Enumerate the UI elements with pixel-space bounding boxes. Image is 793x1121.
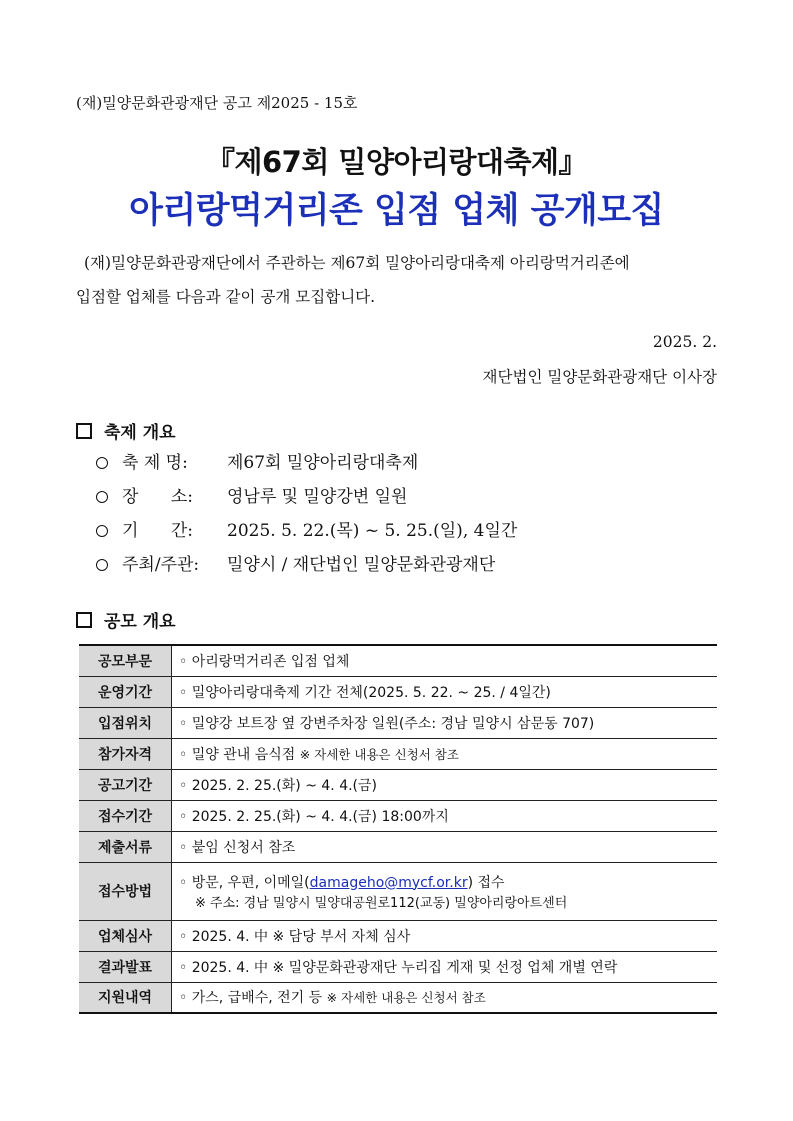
table-row bbox=[79, 707, 717, 738]
list-item bbox=[96, 548, 517, 582]
row-value: ◦ 붙임 신청서 참조 bbox=[172, 831, 718, 862]
item-value: 제67회 밀양아리랑대축제 bbox=[227, 453, 419, 473]
festival-section-heading bbox=[76, 418, 176, 443]
festival-overview-list bbox=[96, 446, 517, 582]
row-value-text: ◦ 가스, 급배수, 전기 등 bbox=[179, 990, 327, 1007]
row-value: ◦ 밀양강 보트장 옆 강변주차장 일원(주소: 경남 밀양시 삼문동 707) bbox=[172, 707, 718, 738]
row-value bbox=[172, 738, 718, 769]
row-header: 참가자격 bbox=[79, 738, 172, 769]
circle-bullet-icon bbox=[96, 559, 108, 571]
intro-line-1: (재)밀양문화관광재단에서 주관하는 제67회 밀양아리랑대축제 아리랑먹거리존에 bbox=[84, 254, 630, 272]
row-header: 공고기간 bbox=[79, 769, 172, 800]
row-header: 지원내역 bbox=[79, 982, 172, 1013]
table-row bbox=[79, 862, 717, 920]
table-row bbox=[79, 982, 717, 1013]
row-value-text-end: ) 접수 bbox=[467, 874, 505, 891]
recruitment-table bbox=[79, 644, 717, 1014]
row-header: 입점위치 bbox=[79, 707, 172, 738]
row-header: 결과발표 bbox=[79, 951, 172, 982]
circle-bullet-icon bbox=[96, 457, 108, 469]
list-item bbox=[96, 514, 517, 548]
row-header: 접수기간 bbox=[79, 800, 172, 831]
row-value: ◦ 2025. 2. 25.(화) ~ 4. 4.(금) 18:00까지 bbox=[172, 800, 718, 831]
row-value-text: ◦ 밀양 관내 음식점 bbox=[179, 746, 300, 763]
email-link[interactable]: damageho@mycf.or.kr bbox=[309, 874, 468, 891]
row-value-text: ◦ 방문, 우편, 이메일( bbox=[179, 874, 310, 891]
table-row bbox=[79, 920, 717, 951]
row-value: ◦ 2025. 2. 25.(화) ~ 4. 4.(금) bbox=[172, 769, 718, 800]
intro-line-2: 입점할 업체를 다음과 같이 공개 모집합니다. bbox=[76, 288, 376, 306]
festival-title: 『제67회 밀양아리랑대축제』 bbox=[205, 145, 588, 179]
table-row bbox=[79, 738, 717, 769]
issuing-organization: 재단법인 밀양문화관광재단 이사장 bbox=[482, 368, 717, 386]
row-note: ※ 자세한 내용은 신청서 참조 bbox=[299, 746, 459, 762]
row-header: 제출서류 bbox=[79, 831, 172, 862]
row-value: ◦ 아리랑먹거리존 입점 업체 bbox=[172, 645, 718, 676]
item-label: 축 제 명: bbox=[122, 453, 188, 473]
row-header: 공모부문 bbox=[79, 645, 172, 676]
recruit-section-title: 공모 개요 bbox=[104, 612, 176, 632]
table-row bbox=[79, 676, 717, 707]
notice-date: 2025. 2. bbox=[652, 333, 717, 351]
row-value bbox=[172, 982, 718, 1013]
table-row bbox=[79, 951, 717, 982]
table-row bbox=[79, 645, 717, 676]
recruitment-title: 아리랑먹거리존 입점 업체 공개모집 bbox=[129, 191, 664, 231]
row-value bbox=[172, 862, 718, 920]
circle-bullet-icon bbox=[96, 525, 108, 537]
table-row bbox=[79, 831, 717, 862]
row-header: 운영기간 bbox=[79, 676, 172, 707]
list-item bbox=[96, 446, 517, 480]
row-value: ◦ 2025. 4. 中 ※ 밀양문화관광재단 누리집 게재 및 선정 업체 개별 연락 bbox=[172, 951, 718, 982]
checkbox-square-icon bbox=[76, 423, 92, 439]
festival-section-title: 축제 개요 bbox=[104, 423, 176, 443]
table-row bbox=[79, 769, 717, 800]
table-row bbox=[79, 800, 717, 831]
row-header: 접수방법 bbox=[79, 862, 172, 920]
checkbox-square-icon bbox=[76, 612, 92, 628]
item-value: 2025. 5. 22.(목) ~ 5. 25.(일), 4일간 bbox=[227, 521, 518, 541]
notice-number: (재)밀양문화관광재단 공고 제2025 - 15호 bbox=[76, 94, 358, 112]
row-note: ※ 자세한 내용은 신청서 참조 bbox=[326, 990, 486, 1006]
row-value: ◦ 2025. 4. 中 ※ 담당 부서 자체 심사 bbox=[172, 920, 718, 951]
intro-paragraph bbox=[76, 246, 736, 314]
row-value: ◦ 밀양아리랑대축제 기간 전체(2025. 5. 22. ~ 25. / 4일간) bbox=[172, 676, 718, 707]
row-header: 업체심사 bbox=[79, 920, 172, 951]
item-value: 밀양시 / 재단법인 밀양문화관광재단 bbox=[227, 555, 496, 575]
item-label: 기 간: bbox=[122, 521, 193, 541]
circle-bullet-icon bbox=[96, 491, 108, 503]
address-note: ※ 주소: 경남 밀양시 밀양대공원로112(교동) 밀양아리랑아트센터 bbox=[195, 895, 568, 911]
submission-methods bbox=[179, 872, 717, 892]
list-item bbox=[96, 480, 517, 514]
item-label: 장 소: bbox=[122, 487, 193, 507]
item-label: 주최/주관: bbox=[122, 555, 200, 575]
item-value: 영남루 및 밀양강변 일원 bbox=[227, 487, 408, 507]
recruit-section-heading bbox=[76, 607, 176, 632]
